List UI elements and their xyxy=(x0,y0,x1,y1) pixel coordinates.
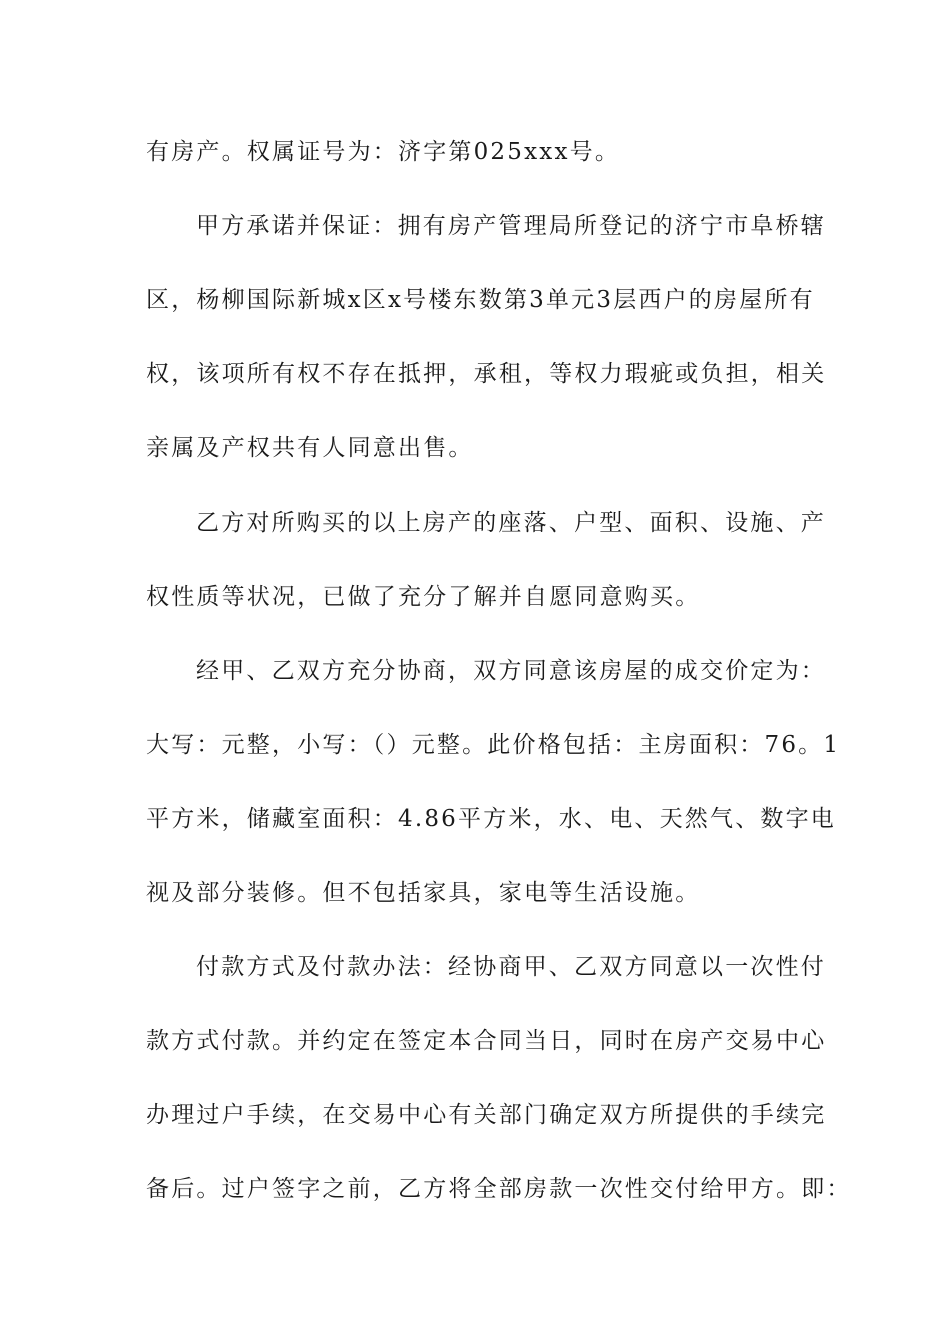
text-line-1: 有房产。权属证号为：济字第025xxx号。 xyxy=(146,139,621,165)
text-line-2: 甲方承诺并保证：拥有房产管理局所登记的济宁市阜桥辖 xyxy=(196,213,826,239)
text-line-3: 区，杨柳国际新城x区x号楼东数第3单元3层西户的房屋所有 xyxy=(146,287,815,313)
text-line-8: 经甲、乙双方充分协商，双方同意该房屋的成交价定为： xyxy=(196,658,826,684)
text-line-6: 乙方对所购买的以上房产的座落、户型、面积、设施、产 xyxy=(196,510,826,536)
text-line-11: 视及部分装修。但不包括家具，家电等生活设施。 xyxy=(146,880,701,906)
text-line-13: 款方式付款。并约定在签定本合同当日，同时在房产交易中心 xyxy=(146,1028,827,1054)
text-line-15: 备后。过户签字之前，乙方将全部房款一次性交付给甲方。即： xyxy=(146,1176,852,1202)
text-line-10: 平方米，储藏室面积：4.86平方米，水、电、天然气、数字电 xyxy=(146,806,837,832)
text-line-5: 亲属及产权共有人同意出售。 xyxy=(146,435,474,461)
text-line-7: 权性质等状况，已做了充分了解并自愿同意购买。 xyxy=(146,584,701,610)
text-line-4: 权，该项所有权不存在抵押，承租，等权力瑕疵或负担，相关 xyxy=(146,361,827,387)
text-line-12: 付款方式及付款办法：经协商甲、乙双方同意以一次性付 xyxy=(196,954,826,980)
text-line-14: 办理过户手续，在交易中心有关部门确定双方所提供的手续完 xyxy=(146,1102,827,1128)
text-line-9: 大写：元整，小写：（）元整。此价格包括：主房面积：76。1 xyxy=(146,732,841,758)
